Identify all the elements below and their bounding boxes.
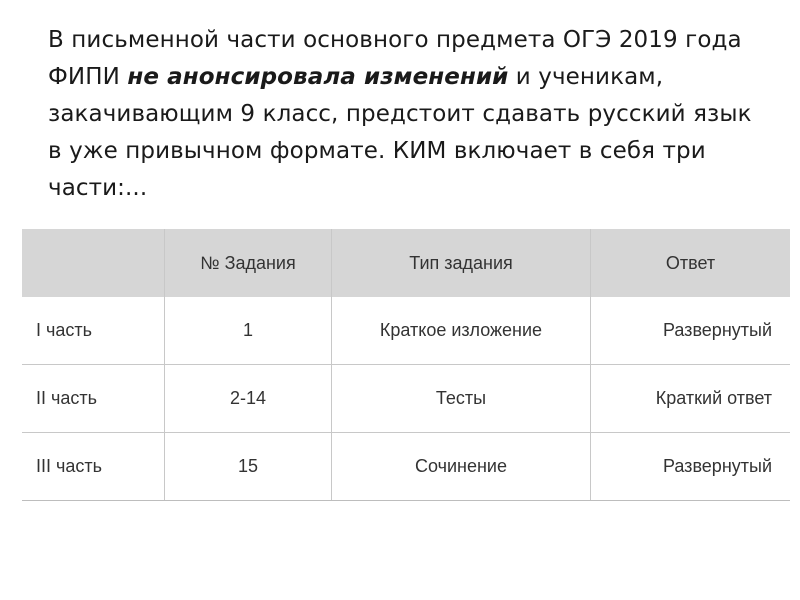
table-row — [22, 297, 790, 365]
cell-task-type: Сочинение — [332, 433, 591, 501]
intro-text-start: В письменной части основного предмета ОГЭ 2019 года ФИПИ — [48, 27, 742, 90]
header-cell-answer: Ответ — [591, 229, 791, 297]
header-cell-task-type: Тип задания — [332, 229, 591, 297]
cell-answer: Развернутый — [591, 297, 791, 365]
header-cell-task-number: № Задания — [165, 229, 332, 297]
table — [22, 229, 790, 501]
cell-part: III часть — [22, 433, 165, 501]
cell-task-number: 15 — [165, 433, 332, 501]
table-header — [22, 229, 790, 297]
cell-part: I часть — [22, 297, 165, 365]
cell-task-number: 1 — [165, 297, 332, 365]
cell-task-type: Краткое изложение — [332, 297, 591, 365]
cell-answer: Краткий ответ — [591, 365, 791, 433]
table-body — [22, 297, 790, 501]
table-row — [22, 433, 790, 501]
table-row — [22, 365, 790, 433]
intro-paragraph — [48, 22, 768, 207]
header-cell-part — [22, 229, 165, 297]
intro-emphasis: не анонсировала изменений — [127, 64, 509, 90]
cell-answer: Развернутый — [591, 433, 791, 501]
cell-part: II часть — [22, 365, 165, 433]
cell-task-number: 2-14 — [165, 365, 332, 433]
intro-text-end: и ученикам, закачивающим 9 класс, предстоит сдавать русский язык в уже привычном формате. КИМ включает в себя три части:... — [48, 64, 752, 201]
exam-structure-table — [22, 229, 790, 501]
cell-task-type: Тесты — [332, 365, 591, 433]
header-row — [22, 229, 790, 297]
